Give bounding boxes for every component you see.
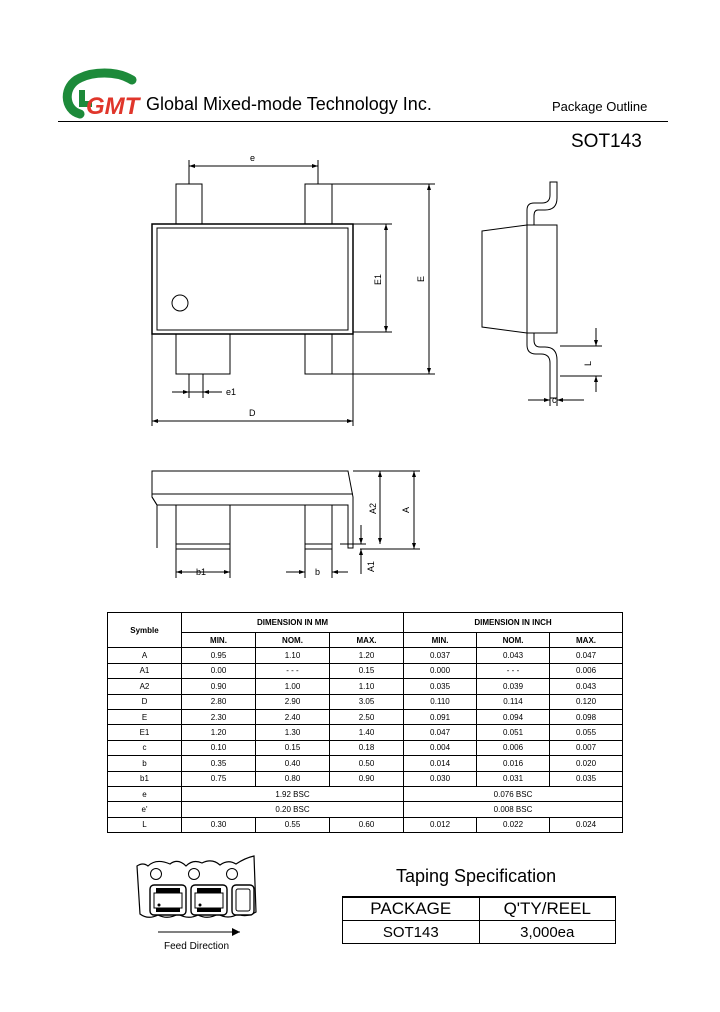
table-row [108,679,623,694]
symbol-header: Symble [108,613,182,648]
table-cell: e' [108,802,182,817]
dim-label-a2: A2 [368,502,378,514]
table-cell: 3.05 [330,694,404,709]
taping-title: Taping Specification [396,866,557,886]
logo-text: GMT [86,93,140,120]
table-cell: 0.004 [404,740,477,755]
table-cell: E1 [108,725,182,740]
table-cell: 0.006 [550,663,623,678]
table-cell: 0.18 [330,740,404,755]
table-cell: 1.92 BSC [182,786,404,801]
lead-top-left [176,184,202,224]
table-cell: 0.043 [477,648,550,663]
front-body [152,471,353,548]
table-cell: 0.037 [404,648,477,663]
company-logo [58,66,142,120]
side-lead-top [527,182,557,225]
dimension-table [107,612,623,833]
table-cell: 1.10 [256,648,330,663]
table-cell: 0.016 [477,756,550,771]
table-cell: D [108,694,182,709]
table-cell: 0.098 [550,709,623,724]
table-cell: 0.024 [550,817,623,832]
table-cell: 0.75 [182,771,256,786]
table-cell: 0.094 [477,709,550,724]
dim-label-e1: e1 [226,387,237,397]
table-row [108,817,623,832]
table-cell: 0.047 [550,648,623,663]
dim-label-b: b [315,567,321,577]
table-cell: 1.00 [256,679,330,694]
dim-label-l: L [583,360,593,366]
col-header: NOM. [477,633,550,648]
table-cell: 0.50 [330,756,404,771]
table-cell: b1 [108,771,182,786]
table-row [108,786,623,801]
table-cell: 0.008 BSC [404,802,623,817]
table-cell: 0.120 [550,694,623,709]
inch-header: DIMENSION IN INCH [404,613,623,633]
table-cell: 0.90 [182,679,256,694]
table-cell: 0.30 [182,817,256,832]
table-cell: 0.014 [404,756,477,771]
table-cell: 0.80 [256,771,330,786]
table-cell: A1 [108,663,182,678]
tape-pocket [191,885,227,915]
table-cell: 1.40 [330,725,404,740]
table-cell: 0.110 [404,694,477,709]
table-cell: - - - [256,663,330,678]
dim-label-e-vertical: E [416,275,426,282]
table-cell: 0.15 [330,663,404,678]
taping-package-value: SOT143 [343,921,480,944]
top-view-drawing [140,150,450,440]
table-row [108,709,623,724]
table-cell: 0.022 [477,817,550,832]
table-cell: b [108,756,182,771]
table-cell: 0.055 [550,725,623,740]
sprocket-hole [227,869,238,880]
table-cell: 0.020 [550,756,623,771]
table-cell: 0.15 [256,740,330,755]
table-row [108,663,623,678]
table-cell: 2.90 [256,694,330,709]
table-cell: A [108,648,182,663]
table-cell: 2.50 [330,709,404,724]
sprocket-hole [151,869,162,880]
col-header: MIN. [404,633,477,648]
table-cell: c [108,740,182,755]
dim-label-b1: b1 [196,567,207,577]
table-row [108,648,623,663]
table-cell: 0.00 [182,663,256,678]
table-row [108,740,623,755]
taping-table [342,896,616,944]
taping-qty-value: 3,000ea [479,921,616,944]
document-type: Package Outline [552,99,648,114]
taping-col-qty: Q'TY/REEL [479,897,616,921]
table-cell: 0.007 [550,740,623,755]
table-cell: 1.30 [256,725,330,740]
sprocket-hole [189,869,200,880]
table-cell: 2.40 [256,709,330,724]
table-cell: - - - [477,663,550,678]
side-view-drawing [470,170,620,410]
table-cell: 0.051 [477,725,550,740]
table-cell: 2.80 [182,694,256,709]
table-cell: 0.047 [404,725,477,740]
feed-arrow-icon [232,928,240,936]
table-cell: 0.20 BSC [182,802,404,817]
table-cell: 0.035 [550,771,623,786]
lead-bottom-left [176,332,230,374]
package-name: SOT143 [571,131,642,152]
table-cell: 0.55 [256,817,330,832]
table-cell: 0.10 [182,740,256,755]
table-cell: 0.35 [182,756,256,771]
table-cell: 0.076 BSC [404,786,623,801]
table-cell: 0.031 [477,771,550,786]
col-header: MIN. [182,633,256,648]
tape-pocket [150,885,186,915]
table-cell: 0.035 [404,679,477,694]
table-row [108,756,623,771]
table-cell: 1.20 [330,648,404,663]
table-cell: 0.039 [477,679,550,694]
company-name: Global Mixed-mode Technology Inc. [146,94,432,114]
dim-label-a: A [401,506,411,513]
table-row [108,771,623,786]
table-row [108,694,623,709]
table-cell: 0.60 [330,817,404,832]
lead-top-right [305,184,332,224]
table-row [108,802,623,817]
front-view-drawing [145,462,425,582]
table-cell: e [108,786,182,801]
feed-direction-label: Feed Direction [164,941,230,952]
table-cell: 0.000 [404,663,477,678]
table-cell: A2 [108,679,182,694]
table-cell: 0.114 [477,694,550,709]
col-header: MAX. [550,633,623,648]
table-cell: 2.30 [182,709,256,724]
col-header: NOM. [256,633,330,648]
table-cell: L [108,817,182,832]
dim-label-c: c [552,395,557,405]
table-cell: E [108,709,182,724]
table-cell: 0.012 [404,817,477,832]
side-lead-bottom [527,333,557,398]
table-cell: 0.091 [404,709,477,724]
mm-header: DIMENSION IN MM [182,613,404,633]
dim-label-e1-vertical: E1 [373,273,383,285]
table-cell: 1.10 [330,679,404,694]
side-body [482,225,557,333]
table-cell: 0.95 [182,648,256,663]
header-divider [58,121,668,122]
lead-bottom-right [305,332,332,374]
col-header: MAX. [330,633,404,648]
table-cell: 0.40 [256,756,330,771]
table-cell: 0.030 [404,771,477,786]
front-lead-right [305,505,332,549]
table-cell: 0.90 [330,771,404,786]
dim-label-e: e [250,153,256,163]
table-cell: 1.20 [182,725,256,740]
dim-label-d: D [249,408,256,418]
package-body [152,224,353,334]
table-cell: 0.043 [550,679,623,694]
table-cell: 0.006 [477,740,550,755]
taping-col-package: PACKAGE [343,897,480,921]
table-row [108,725,623,740]
front-lead-left [176,505,230,549]
dim-label-a1: A1 [366,560,376,572]
